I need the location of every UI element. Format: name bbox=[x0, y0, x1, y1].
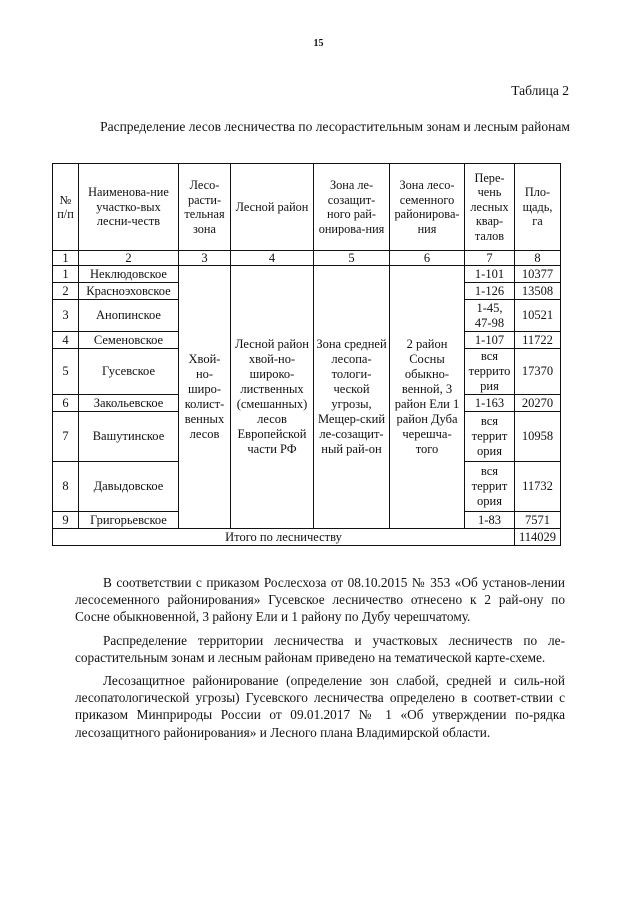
total-label: Итого по лесничеству bbox=[53, 529, 515, 546]
area-cell: 10521 bbox=[515, 300, 561, 332]
column-number: 8 bbox=[515, 251, 561, 266]
paragraph: Распределение территории лесничества и участковых лесничеств по ле-сорастительным зонам и лесным районам приведено на тематической карте-схеме. bbox=[75, 632, 565, 665]
row-number: 2 bbox=[53, 283, 79, 300]
quarters-cell: вся террит ория bbox=[465, 462, 515, 512]
area-cell: 11722 bbox=[515, 332, 561, 349]
header-cell: Наименова-ние участко-вых лесни-честв bbox=[79, 164, 179, 251]
total-value: 114029 bbox=[515, 529, 561, 546]
quarters-cell: 1-45, 47-98 bbox=[465, 300, 515, 332]
header-cell: Зона ле-созащит-ного рай-онирова-ния bbox=[314, 164, 390, 251]
header-cell: Пере-чень лесных квар-талов bbox=[465, 164, 515, 251]
forestry-name: Гусевское bbox=[79, 349, 179, 395]
column-number: 6 bbox=[390, 251, 465, 266]
seed-zone-cell: 2 район Сосны обыкно-венной, 3 район Ели 1 район Дуба черешча-того bbox=[390, 266, 465, 529]
forestry-name: Семеновское bbox=[79, 332, 179, 349]
column-number: 7 bbox=[465, 251, 515, 266]
column-number: 5 bbox=[314, 251, 390, 266]
table-label: Таблица 2 bbox=[511, 83, 569, 98]
forest-zone-cell: Хвой-но-широ-колист-венных лесов bbox=[179, 266, 231, 529]
area-cell: 20270 bbox=[515, 395, 561, 412]
row-number: 8 bbox=[53, 462, 79, 512]
column-number: 1 bbox=[53, 251, 79, 266]
table-caption: Распределение лесов лесничества по лесорастительным зонам и лесным районам bbox=[100, 119, 570, 134]
forestry-name: Неклюдовское bbox=[79, 266, 179, 283]
forestry-name: Григорьевское bbox=[79, 512, 179, 529]
body-text bbox=[75, 574, 565, 747]
protection-zone-cell: Зона средней лесопа-тологи-ческой угрозы, Мещер-ский ле-созащит-ный рай-он bbox=[314, 266, 390, 529]
quarters-cell: 1-163 bbox=[465, 395, 515, 412]
forestry-name: Закольевское bbox=[79, 395, 179, 412]
area-cell: 17370 bbox=[515, 349, 561, 395]
header-cell: Лесной район bbox=[231, 164, 314, 251]
quarters-cell: 1-126 bbox=[465, 283, 515, 300]
quarters-cell: вся террит ория bbox=[465, 412, 515, 462]
forestry-name: Анопинское bbox=[79, 300, 179, 332]
column-number: 4 bbox=[231, 251, 314, 266]
forestry-name: Давыдовское bbox=[79, 462, 179, 512]
column-number: 3 bbox=[179, 251, 231, 266]
quarters-cell: 1-83 bbox=[465, 512, 515, 529]
area-cell: 10377 bbox=[515, 266, 561, 283]
row-number: 9 bbox=[53, 512, 79, 529]
total-row bbox=[53, 529, 561, 546]
header-row bbox=[53, 164, 561, 251]
area-cell: 7571 bbox=[515, 512, 561, 529]
quarters-cell: вся террито рия bbox=[465, 349, 515, 395]
page-number: 15 bbox=[313, 38, 324, 49]
table-row bbox=[53, 266, 561, 283]
paragraph: Лесозащитное районирование (определение зон слабой, средней и силь-ной лесопатологической угрозы) Гусевского лесничества определено в соответ-ствии с приказом Минприроды России от 09.01.2017 № 1 «Об утверждении по-рядка лесозащитного районирования» и Лесного плана Владимирской области. bbox=[75, 673, 565, 740]
column-number: 2 bbox=[79, 251, 179, 266]
forest-distribution-table bbox=[52, 163, 561, 546]
quarters-cell: 1-107 bbox=[465, 332, 515, 349]
header-cell: Пло-щадь, га bbox=[515, 164, 561, 251]
header-cell: Лесо-расти-тельная зона bbox=[179, 164, 231, 251]
paragraph: В соответствии с приказом Рослесхоза от 08.10.2015 № 353 «Об установ-лении лесосеменного районирования» Гусевское лесничество отнесено к 2 рай-ону по Сосне обыкновенной, 3 району Ели и 1 району по Дубу черешчатому. bbox=[75, 575, 565, 625]
area-cell: 13508 bbox=[515, 283, 561, 300]
quarters-cell: 1-101 bbox=[465, 266, 515, 283]
forestry-name: Вашутинское bbox=[79, 412, 179, 462]
row-number: 6 bbox=[53, 395, 79, 412]
row-number: 1 bbox=[53, 266, 79, 283]
row-number: 3 bbox=[53, 300, 79, 332]
area-cell: 10958 bbox=[515, 412, 561, 462]
row-number: 5 bbox=[53, 349, 79, 395]
header-cell: Зона лесо-семенного районирова-ния bbox=[390, 164, 465, 251]
row-number: 7 bbox=[53, 412, 79, 462]
row-number: 4 bbox=[53, 332, 79, 349]
forest-district-cell: Лесной район хвой-но-широко-лиственных (смешанных) лесов Европейской части РФ bbox=[231, 266, 314, 529]
column-number-row bbox=[53, 251, 561, 266]
header-cell: № п/п bbox=[53, 164, 79, 251]
area-cell: 11732 bbox=[515, 462, 561, 512]
forestry-name: Красноэховское bbox=[79, 283, 179, 300]
